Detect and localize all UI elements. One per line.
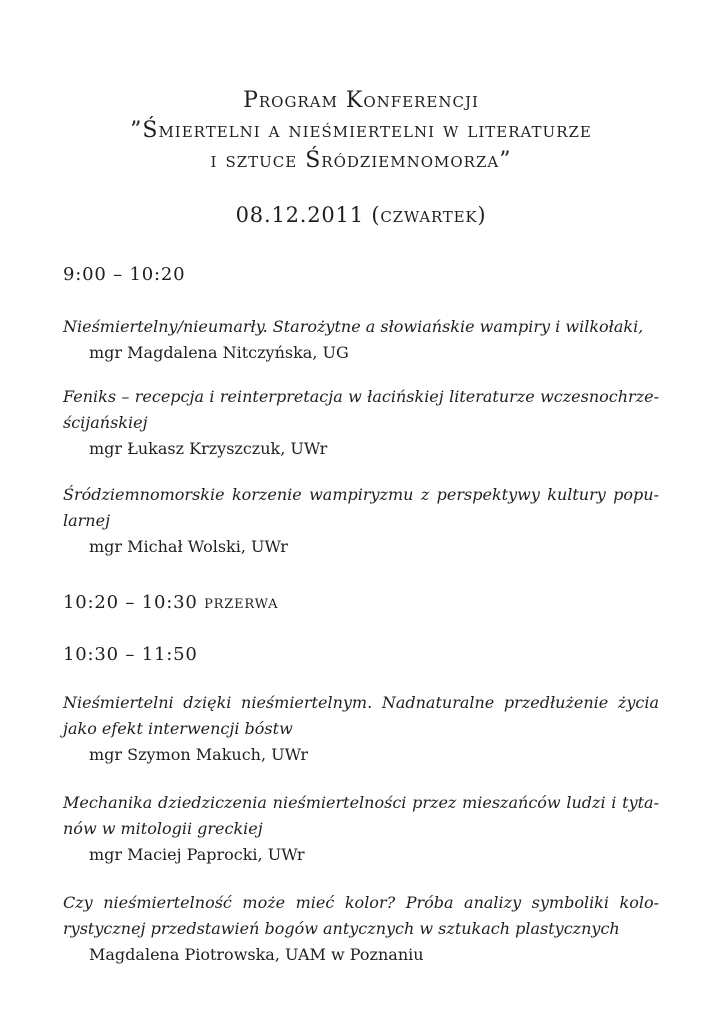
break-time-label: 10:20 – 10:30 przerwa [63,592,279,613]
talk-speaker: Magdalena Piotrowska, UAM w Poznaniu [89,945,424,964]
session-time-2 [63,642,659,668]
session-time-label: 10:30 – 11:50 [63,644,198,665]
talk-item [63,690,659,768]
title-line-1: Program Konferencji [243,88,479,113]
talk-item [63,384,659,462]
talk-item [63,314,659,366]
title-line-2: ”Śmiertelni a nieśmiertelni w literaturze [130,118,592,143]
talk-speaker: mgr Maciej Paprocki, UWr [89,845,305,864]
talk-title: Czy nieśmiertelność może mieć kolor? Próba analizy symboliki kolo-rystycznej przedstawień bogów antycznych w sztukach plastycznych [63,893,659,938]
talk-title: Feniks – recepcja i reinterpretacja w łacińskiej literaturze wczesnochrze-ścijańskiej [63,387,659,432]
session-time-label: 9:00 – 10:20 [63,264,186,285]
conference-date: 08.12.2011 (czwartek) [235,203,487,227]
talk-title: Śródziemnomorskie korzenie wampiryzmu z perspektywy kultury popu-larnej [63,485,659,530]
talk-speaker: mgr Łukasz Krzyszczuk, UWr [89,439,328,458]
talk-title: Mechanika dziedziczenia nieśmiertelności przez mieszańców ludzi i tyta-nów w mitologii greckiej [63,793,659,838]
talk-item [63,890,659,968]
talk-speaker: mgr Michał Wolski, UWr [89,537,288,556]
talk-item [63,482,659,560]
talk-title: Nieśmiertelni dzięki nieśmiertelnym. Nadnaturalne przedłużenie życia jako efekt interwencji bóstw [63,693,659,738]
title-line-3: i sztuce Śródziemnomorza” [210,148,512,173]
talk-title: Nieśmiertelny/nieumarły. Starożytne a słowiańskie wampiry i wilkołaki, [63,317,644,336]
session-break [63,590,659,616]
talk-speaker: mgr Magdalena Nitczyńska, UG [89,343,349,362]
session-time-1 [63,262,659,288]
talk-item [63,790,659,868]
talk-speaker: mgr Szymon Makuch, UWr [89,745,308,764]
conference-title [0,86,722,176]
